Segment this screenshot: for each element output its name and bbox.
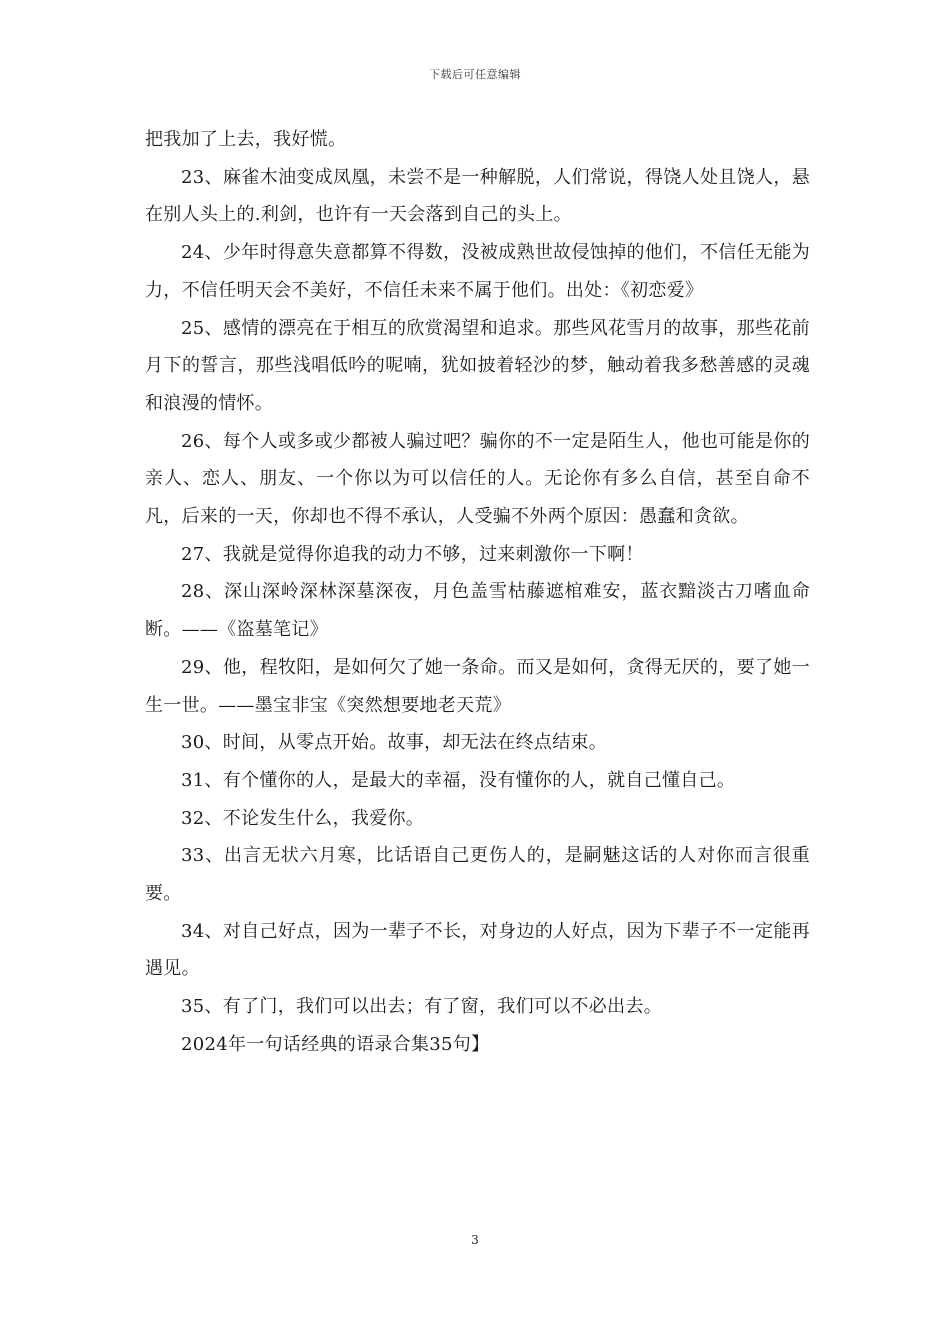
paragraph: 23、麻雀木油变成凤凰，未尝不是一种解脱，人们常说，得饶人处且饶人，悬在别人头上的.利剑，也许有一天会落到自己的头上。: [145, 166, 810, 226]
paragraph: 25、感情的漂亮在于相互的欣赏渴望和追求。那些风花雪月的故事，那些花前月下的誓言，那些浅唱低吟的呢喃，犹如披着轻沙的梦，触动着我多愁善感的灵魂和浪漫的情怀。: [145, 317, 810, 414]
paragraph: 30、时间，从零点开始。故事，却无法在终点结束。: [181, 732, 608, 754]
paragraph: 把我加了上去，我好慌。: [145, 129, 347, 150]
paragraph: 26、每个人或多或少都被人骗过吧？骗你的不一定是陌生人，他也可能是你的亲人、恋人、朋友、一个你以为可以信任的人。无论你有多么自信，甚至自命不凡，后来的一天，你却也不得不承认，人受骗不外两个原因：愚蠢和贪欲。: [145, 430, 810, 528]
paragraph: 34、对自己好点，因为一辈子不长，对身边的人好点，因为下辈子不一定能再遇见。: [145, 920, 810, 980]
paragraph: 35、有了门，我们可以出去；有了窗，我们可以不必出去。: [181, 996, 663, 1018]
document-title-line: 2024年一句话经典的语录合集35句】: [181, 1033, 490, 1055]
paragraph: 28、深山深岭深林深墓深夜，月色盖雪枯藤遮棺难安，蓝衣黯淡古刀嗜血命断。——《盗墓笔记》: [145, 581, 810, 641]
paragraph: 31、有个懂你的人，是最大的幸福，没有懂你的人，就自己懂自己。: [181, 769, 736, 791]
paragraph: 27、我就是觉得你追我的动力不够，过来刺激你一下啊！: [181, 543, 644, 565]
paragraph: 33、出言无状六月寒，比话语自己更伤人的，是嗣魅这话的人对你而言很重要。: [145, 845, 810, 905]
document-body: [145, 121, 810, 1064]
paragraph: 29、他，程牧阳，是如何欠了她一条命。而又是如何，贪得无厌的，要了她一生一世。——墨宝非宝《突然想要地老天荒》: [145, 656, 810, 716]
paragraph: 32、不论发生什么，我爱你。: [181, 807, 425, 829]
page-header: 下载后可任意编辑: [429, 68, 521, 81]
paragraph: 24、少年时得意失意都算不得数，没被成熟世故侵蚀掉的他们，不信任无能为力，不信任明天会不美好，不信任未来不属于他们。出处：《初恋爱》: [145, 242, 810, 301]
page-number: 3: [471, 1233, 479, 1247]
